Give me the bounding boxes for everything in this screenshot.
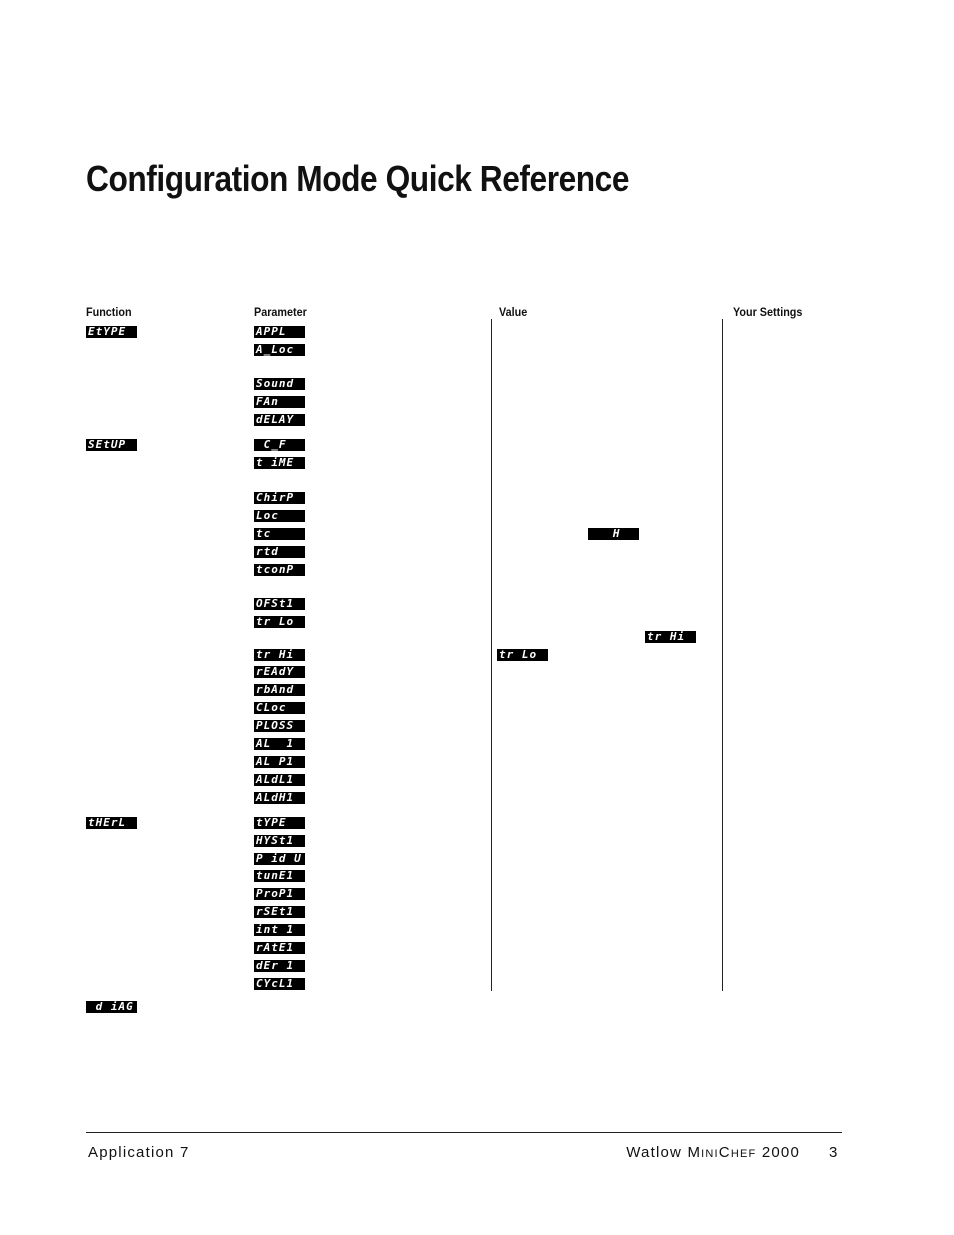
parameter-lcd: dELAY [254, 414, 305, 426]
value-lcd: tr Lo [497, 649, 548, 661]
parameter-lcd: rAtE1 [254, 942, 305, 954]
function-lcd-etype: EtYPE [86, 326, 137, 338]
parameter-lcd: int 1 [254, 924, 305, 936]
footer-product-name [626, 1144, 800, 1161]
function-lcd-therl: tHErL [86, 817, 137, 829]
parameter-lcd: tc [254, 528, 305, 540]
value-lcd: tr Hi [645, 631, 696, 643]
parameter-lcd: Loc [254, 510, 305, 522]
footer-product-part: M [687, 1144, 702, 1161]
footer-product-part: INI [701, 1148, 719, 1160]
parameter-lcd: tconP [254, 564, 305, 576]
parameter-lcd: Sound [254, 378, 305, 390]
parameter-lcd: FAn [254, 396, 305, 408]
parameter-lcd: ChirP [254, 492, 305, 504]
parameter-lcd: PLOSS [254, 720, 305, 732]
column-divider [491, 319, 492, 991]
column-header-parameter: Parameter [254, 305, 307, 319]
parameter-lcd: AL 1 [254, 738, 305, 750]
footer-brand: Watlow [626, 1144, 688, 1161]
parameter-lcd: rbAnd [254, 684, 305, 696]
parameter-lcd: ALdL1 [254, 774, 305, 786]
parameter-lcd: ProP1 [254, 888, 305, 900]
parameter-lcd: tr Hi [254, 649, 305, 661]
footer-rule [86, 1132, 842, 1133]
value-lcd: H [588, 528, 639, 540]
footer-product-part: HEF [730, 1148, 757, 1160]
parameter-lcd: rtd [254, 546, 305, 558]
footer-model: 2000 [756, 1144, 800, 1161]
footer-section-label: Application 7 [88, 1144, 190, 1161]
parameter-lcd: HYSt1 [254, 835, 305, 847]
parameter-lcd: tunE1 [254, 870, 305, 882]
function-lcd-setup: SEtUP [86, 439, 137, 451]
parameter-lcd: dEr 1 [254, 960, 305, 972]
parameter-lcd: tYPE [254, 817, 305, 829]
function-lcd-diag: d iAG [86, 1001, 137, 1013]
parameter-lcd: rEAdY [254, 666, 305, 678]
column-header-your-settings: Your Settings [733, 305, 803, 319]
parameter-lcd: P id U [254, 853, 305, 865]
column-header-function: Function [86, 305, 132, 319]
parameter-lcd: ALdH1 [254, 792, 305, 804]
column-header-value: Value [499, 305, 528, 319]
parameter-lcd: OFSt1 [254, 598, 305, 610]
footer-product-part: C [718, 1144, 731, 1161]
parameter-lcd: APPL [254, 326, 305, 338]
parameter-lcd: CYcL1 [254, 978, 305, 990]
parameter-lcd: AL P1 [254, 756, 305, 768]
parameter-lcd: rSEt1 [254, 906, 305, 918]
parameter-lcd: CLoc [254, 702, 305, 714]
page-title: Configuration Mode Quick Reference [86, 158, 630, 199]
parameter-lcd: C_F [254, 439, 305, 451]
parameter-lcd: t iME [254, 457, 305, 469]
parameter-lcd: tr Lo [254, 616, 305, 628]
column-divider [722, 319, 723, 991]
page-number: 3 [829, 1144, 838, 1161]
parameter-lcd: A_Loc [254, 344, 305, 356]
